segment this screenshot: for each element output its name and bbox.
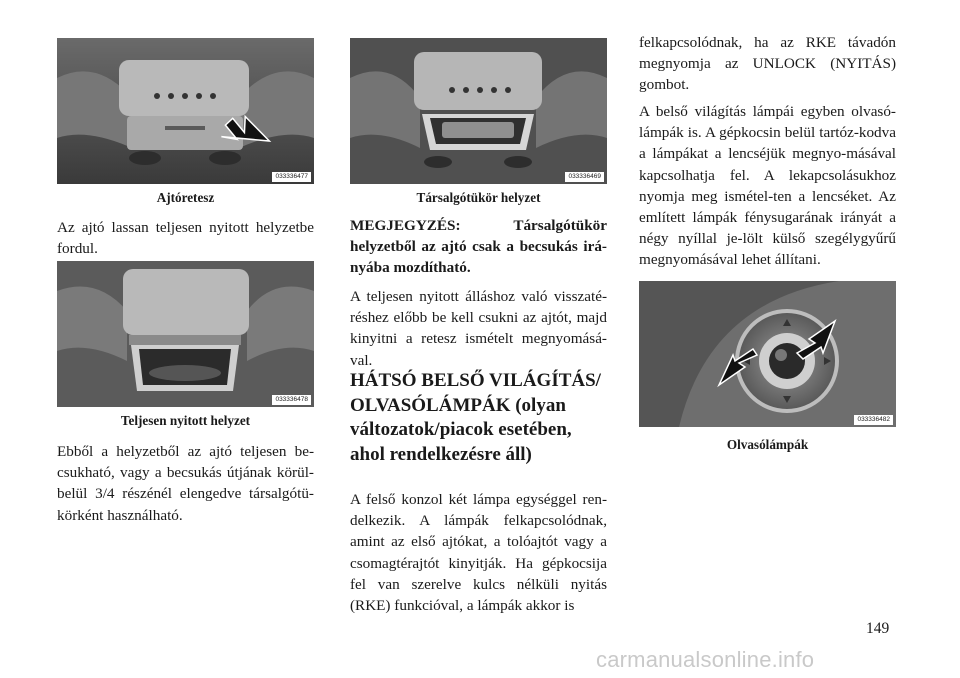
paragraph: felkapcsolódnak, ha az RKE távadón megnyomja az UNLOCK (NYITÁS) gombot. [639, 34, 896, 94]
figure-code: 033336469 [565, 172, 604, 182]
photo-latch-closed [57, 38, 314, 184]
figure-code: 033336478 [272, 395, 311, 405]
figure-caption: Ajtóretesz [156, 190, 215, 205]
photo-door-open [57, 261, 314, 407]
note-paragraph: MEGJEGYZÉS: Társalgótükör helyzetből az ajtó csak a becsukás irá-nyába mozdítható. [350, 217, 607, 277]
section-heading: HÁTSÓ BELSŐ VILÁGÍTÁS/ OLVASÓLÁMPÁK (olyan változatok/piacok esetében, ahol rendelkezésre áll) [350, 370, 601, 465]
paragraph: A belső világítás lámpái egyben olvasó-lámpák is. A gépkocsin belül tartóz-kodva a lámpákat a lencséjük megnyo-másával kapcsolhatja fel. A lekapcsolásukhoz nyomja meg ismétel-ten a lencséket. Az említett lámpák fénysugarának irányát a négy nyíllal je-lölt külső szegélygyűrű megnyomásával lehet állítani. [639, 103, 896, 269]
photo-reading-lamp [639, 281, 896, 427]
paragraph: Ebből a helyzetből az ajtó teljesen be-csukható, vagy a becsukás útjának körül-belül 3/4 részénél elengedve társalgótü-körként használható. [57, 443, 314, 524]
page-number: 149 [866, 620, 890, 637]
figure-caption: Olvasólámpák [726, 437, 809, 452]
paragraph: A teljesen nyitott álláshoz való visszaté-réshez előbb be kell csukni az ajtót, majd kinyitni a retesz ismételt megnyomásá-val. [350, 288, 607, 369]
figure-code: 033336482 [854, 415, 893, 425]
paragraph: Az ajtó lassan teljesen nyitott helyzetbe fordul. [57, 219, 314, 258]
figure-caption: Társalgótükör helyzet [416, 190, 541, 205]
paragraph: A felső konzol két lámpa egységgel ren-delkezik. A lámpák felkapcsolódnak, amint az első ajtókat, a tolóajtót vagy a csomagtérajtót kinyitják. Ha gépkocsija fel van szerelve kulcs nélküli nyitás (RKE) funkcióval, a lámpák akkor is [350, 491, 607, 615]
photo-conversation-mirror [350, 38, 607, 184]
figure-caption: Teljesen nyitott helyzet [120, 413, 251, 428]
figure-code: 033336477 [272, 172, 311, 182]
watermark: carmanualsonline.info [596, 647, 815, 672]
